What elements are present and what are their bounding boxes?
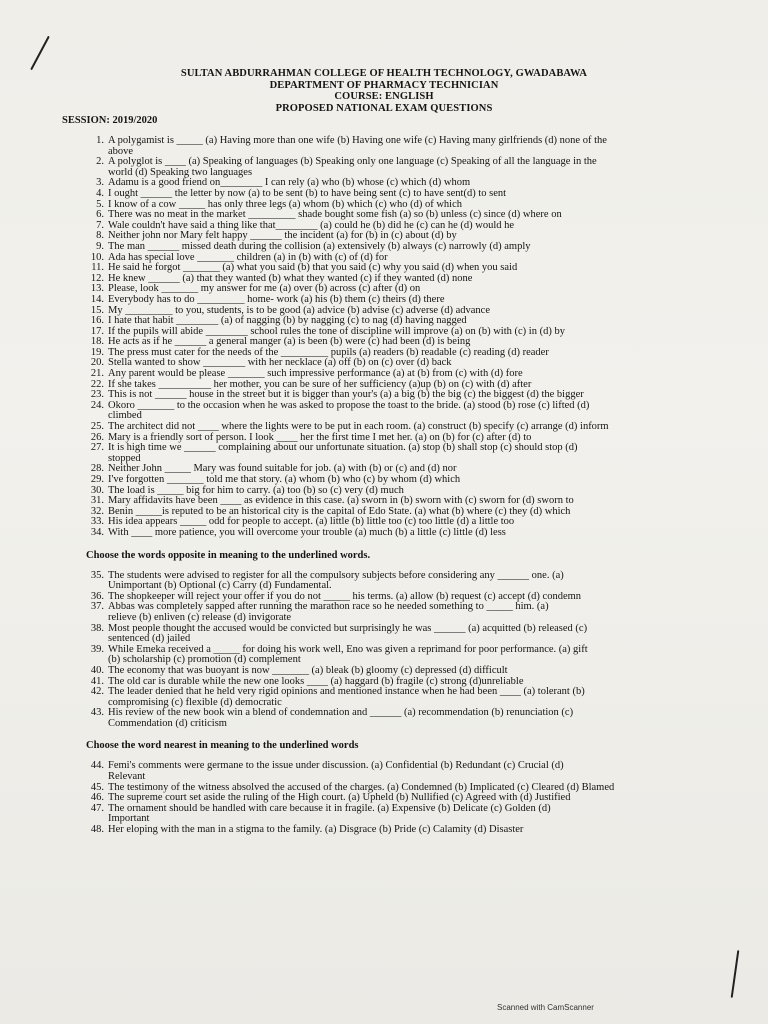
question-number: 43. bbox=[90, 707, 104, 719]
question-continuation: Important bbox=[108, 813, 150, 825]
section-title: Choose the word nearest in meaning to the underlined words bbox=[86, 740, 359, 752]
question-number: 38. bbox=[90, 622, 104, 634]
question-item bbox=[82, 761, 654, 782]
question-item bbox=[82, 571, 654, 592]
question-number: 44. bbox=[90, 760, 104, 772]
question-text: I know of a cow _____ has only three legs (a) whom (b) which (c) who (d) of which bbox=[108, 198, 462, 210]
question-text: He knew ______ (a) that they wanted (b) what they wanted (c) if they wanted (d) none bbox=[108, 272, 473, 284]
question-number: 29. bbox=[90, 474, 104, 485]
document-title: PROPOSED NATIONAL EXAM QUESTIONS bbox=[275, 102, 493, 114]
session-label: SESSION: 2019/2020 bbox=[62, 115, 158, 126]
question-number: 46. bbox=[90, 792, 104, 804]
question-number: 25. bbox=[90, 421, 104, 433]
document-header bbox=[0, 68, 768, 114]
question-number: 40. bbox=[90, 664, 104, 676]
question-item bbox=[82, 804, 654, 825]
question-text: Ada has special love _______ children (a) in (b) with (c) of (d) for bbox=[108, 251, 388, 263]
question-number: 10. bbox=[90, 251, 104, 263]
question-number: 41. bbox=[90, 675, 104, 687]
question-number: 5. bbox=[96, 198, 104, 210]
question-text: Benin _____is reputed to be an historical city is the capital of Edo State. (a) what (b) where (c) they (d) which bbox=[108, 505, 571, 517]
question-number: 7. bbox=[96, 219, 104, 231]
department-name: DEPARTMENT OF PHARMACY TECHNICIAN bbox=[269, 79, 499, 91]
question-text: Okoro _______ to the occasion when he was asked to propose the toast to the bride. (a) stood (b) rose (c) lifted (d) bbox=[108, 399, 590, 411]
question-item bbox=[82, 528, 654, 539]
question-number: 21. bbox=[90, 368, 104, 380]
question-continuation: relieve (b) enliven (c) release (d) invigorate bbox=[108, 611, 292, 623]
question-text: This is not ______ house in the street but it is bigger than your's (a) a big (b) the big (c) the biggest (d) the bigger bbox=[108, 389, 584, 401]
question-number: 16. bbox=[90, 315, 104, 327]
question-item bbox=[82, 825, 654, 836]
question-number: 2. bbox=[96, 156, 104, 168]
question-text: I ought ______ the letter by now (a) to be sent (b) to have being sent (c) to have sent(d) to sent bbox=[108, 187, 507, 199]
question-text: Mary affidavits have been ____ as evidence in this case. (a) sworn in (b) sworn with (c) sworn for (d) sworn to bbox=[108, 495, 574, 507]
question-number: 12. bbox=[90, 272, 104, 284]
question-number: 26. bbox=[90, 431, 104, 443]
question-text: Neither john nor Mary felt happy ______ the incident (a) for (b) in (c) about (d) by bbox=[108, 230, 457, 242]
question-text: Femi's comments were germane to the issue under discussion. (a) Confidential (b) Redundant (c) Crucial (d) bbox=[108, 760, 564, 772]
question-continuation: Unimportant (b) Optional (c) Carry (d) Fundamental. bbox=[108, 580, 332, 592]
question-item bbox=[82, 401, 654, 422]
question-continuation: compromising (c) flexible (d) democratic bbox=[108, 696, 282, 708]
question-number: 4. bbox=[96, 187, 104, 199]
question-text: Abbas was completely sapped after running the marathon race so he needed something to _____ him. (a) bbox=[108, 601, 549, 613]
question-item bbox=[82, 645, 654, 666]
question-number: 14. bbox=[90, 293, 104, 305]
question-continuation: (b) scholarship (c) promotion (d) complement bbox=[108, 654, 301, 666]
question-item bbox=[82, 624, 654, 645]
pen-mark bbox=[30, 36, 50, 70]
question-number: 34. bbox=[90, 526, 104, 538]
question-text: The testimony of the witness absolved the accused of the charges. (a) Condemned (b) Implicated (c) Cleared (d) Blamed bbox=[108, 781, 615, 793]
question-number: 48. bbox=[90, 824, 104, 836]
college-name: SULTAN ABDURRAHMAN COLLEGE OF HEALTH TECHNOLOGY, GWADABAWA bbox=[180, 68, 588, 79]
question-number: 1. bbox=[96, 135, 104, 146]
question-text: He acts as if he ______ a general manger (a) is been (b) were (c) had been (d) is being bbox=[108, 336, 471, 348]
question-item bbox=[82, 136, 654, 157]
question-text: He said he forgot _______ (a) what you said (b) that you said (c) why you said (d) when you said bbox=[108, 262, 518, 274]
question-number: 37. bbox=[90, 601, 104, 613]
question-continuation: Relevant bbox=[108, 771, 146, 783]
question-text: The economy that was buoyant is now _______ (a) bleak (b) gloomy (c) depressed (d) difficult bbox=[108, 664, 508, 676]
question-number: 30. bbox=[90, 484, 104, 496]
course-name: COURSE: ENGLISH bbox=[334, 91, 434, 102]
question-number: 42. bbox=[90, 686, 104, 698]
section-title: Choose the words opposite in meaning to the underlined words. bbox=[86, 549, 371, 561]
question-text: The load is _____ big for him to carry. (a) too (b) so (c) very (d) much bbox=[108, 484, 404, 496]
question-text: The man ______ missed death during the collision (a) extensively (b) always (c) narrowly (d) amply bbox=[108, 240, 531, 252]
question-number: 8. bbox=[96, 230, 104, 242]
question-text: The students were advised to register for all the compulsory subjects before considering any ______ one. (a) bbox=[108, 569, 564, 581]
question-continuation: sentenced (d) jailed bbox=[108, 633, 191, 645]
question-text: If the pupils will abide ________ school rules the tone of discipline will improve (a) on (b) with (c) in (d) by bbox=[108, 325, 565, 337]
question-text: Stella wanted to show ________ with her necklace (a) off (b) on (c) over (d) back bbox=[108, 357, 452, 369]
question-number: 13. bbox=[90, 283, 104, 295]
question-number: 18. bbox=[90, 336, 104, 348]
pen-mark bbox=[731, 950, 740, 998]
question-continuation: above bbox=[108, 145, 134, 157]
question-number: 15. bbox=[90, 304, 104, 316]
question-text: While Emeka received a _____ for doing his work well, Eno was given a reprimand for poor performance. (a) gift bbox=[108, 643, 588, 655]
scanner-watermark: Scanned with CamScanner bbox=[497, 1003, 594, 1012]
question-text: Any parent would be please _______ such impressive performance (a) at (b) from (c) with (d) fore bbox=[108, 368, 523, 380]
question-text: My _________ to you, students, is to be good (a) advice (b) advise (c) adverse (d) advance bbox=[108, 304, 490, 316]
question-item bbox=[82, 708, 654, 729]
question-number: 47. bbox=[90, 802, 104, 814]
question-number: 6. bbox=[96, 209, 104, 221]
question-text: His review of the new book win a blend of condemnation and ______ (a) recommendation (b) renunciation (c) bbox=[108, 707, 574, 719]
question-number: 32. bbox=[90, 505, 104, 517]
question-text: The ornament should be handled with care because it in fragile. (a) Expensive (b) Delicate (c) Golden (d) bbox=[108, 802, 551, 814]
question-text: A polygamist is _____ (a) Having more than one wife (b) Having one wife (c) Having many girlfriends (d) none of the bbox=[108, 135, 607, 146]
question-number: 24. bbox=[90, 399, 104, 411]
question-continuation: stopped bbox=[108, 452, 141, 464]
question-number: 28. bbox=[90, 463, 104, 475]
question-list bbox=[82, 136, 654, 836]
question-text: I've forgotten _______ told me that story. (a) whom (b) who (c) by whom (d) which bbox=[108, 474, 461, 485]
question-number: 9. bbox=[96, 240, 104, 252]
question-number: 19. bbox=[90, 346, 104, 358]
question-number: 33. bbox=[90, 516, 104, 528]
question-number: 3. bbox=[96, 177, 104, 189]
question-text: I hate that habit ________ (a) of nagging (b) by nagging (c) to nag (d) having nagged bbox=[108, 315, 467, 327]
question-number: 35. bbox=[90, 569, 104, 581]
question-continuation: climbed bbox=[108, 410, 142, 422]
question-text: The leader denied that he held very rigid opinions and mentioned instance when he had been ____ (a) tolerant (b) bbox=[108, 686, 585, 698]
question-text: His idea appears _____ odd for people to accept. (a) little (b) little too (c) too little (d) a little too bbox=[108, 516, 515, 528]
question-text: If she takes __________ her mother, you can be sure of her sufficiency (a)up (b) on (c) with (d) after bbox=[108, 378, 532, 390]
question-text: Adamu is a good friend on________ I can rely (a) who (b) whose (c) which (d) whom bbox=[108, 177, 471, 189]
question-text: With ____ more patience, you will overcome your trouble (a) much (b) a little (c) little (d) less bbox=[108, 526, 506, 538]
question-number: 31. bbox=[90, 495, 104, 507]
question-text: Most people thought the accused would be convicted but surprisingly he was ______ (a) acquitted (b) released (c) bbox=[108, 622, 588, 634]
question-number: 27. bbox=[90, 442, 104, 454]
question-number: 36. bbox=[90, 590, 104, 602]
question-item bbox=[82, 687, 654, 708]
question-text: A polyglot is ____ (a) Speaking of languages (b) Speaking only one language (c) Speaking of all the language in the bbox=[108, 156, 597, 168]
question-item bbox=[82, 443, 654, 464]
question-number: 45. bbox=[90, 781, 104, 793]
question-text: The old car is durable while the new one looks ____ (a) haggard (b) fragile (c) strong (d)unreliable bbox=[108, 675, 524, 687]
question-number: 39. bbox=[90, 643, 104, 655]
question-text: Wale couldn't have said a thing like that________ (a) could he (b) did he (c) can he (d) would he bbox=[108, 219, 515, 231]
question-text: Mary is a friendly sort of person. I look ____ her the first time I met her. (a) on (b) for (c) after (d) to bbox=[108, 431, 532, 443]
question-text: There was no meat in the market _________ shade bought some fish (a) so (b) unless (c) since (d) where on bbox=[108, 209, 562, 221]
question-text: The press must cater for the needs of the _________ pupils (a) readers (b) readable (c) reading (d) reader bbox=[108, 346, 549, 358]
question-number: 20. bbox=[90, 357, 104, 369]
question-text: Please, look _______ my answer for me (a) over (b) across (c) after (d) on bbox=[108, 283, 421, 295]
question-number: 11. bbox=[91, 262, 104, 274]
question-text: Her eloping with the man in a stigma to the family. (a) Disgrace (b) Pride (c) Calamity (d) Disaster bbox=[108, 824, 524, 836]
question-number: 23. bbox=[90, 389, 104, 401]
question-text: Everybody has to do _________ home- work (a) his (b) them (c) theirs (d) there bbox=[108, 293, 445, 305]
question-text: Neither John _____ Mary was found suitable for job. (a) with (b) or (c) and (d) nor bbox=[108, 463, 457, 475]
question-continuation: world (d) Speaking two languages bbox=[108, 166, 253, 178]
question-number: 22. bbox=[90, 378, 104, 390]
question-item bbox=[82, 602, 654, 623]
question-text: The architect did not ____ where the lights were to be put in each room. (a) construct (b) specify (c) arrange (d) inform bbox=[108, 421, 609, 433]
question-continuation: Commendation (d) criticism bbox=[108, 717, 227, 729]
question-text: The supreme court set aside the ruling of the High court. (a) Upheld (b) Nullified (c) Agreed with (d) Justified bbox=[108, 792, 571, 804]
question-number: 17. bbox=[90, 325, 104, 337]
question-text: It is high time we ______ complaining about our unfortunate situation. (a) stop (b) shall stop (c) should stop (d) bbox=[108, 442, 578, 454]
question-item bbox=[82, 157, 654, 178]
question-text: The shopkeeper will reject your offer if you do not _____ his terms. (a) allow (b) request (c) accept (d) condemn bbox=[108, 590, 582, 602]
